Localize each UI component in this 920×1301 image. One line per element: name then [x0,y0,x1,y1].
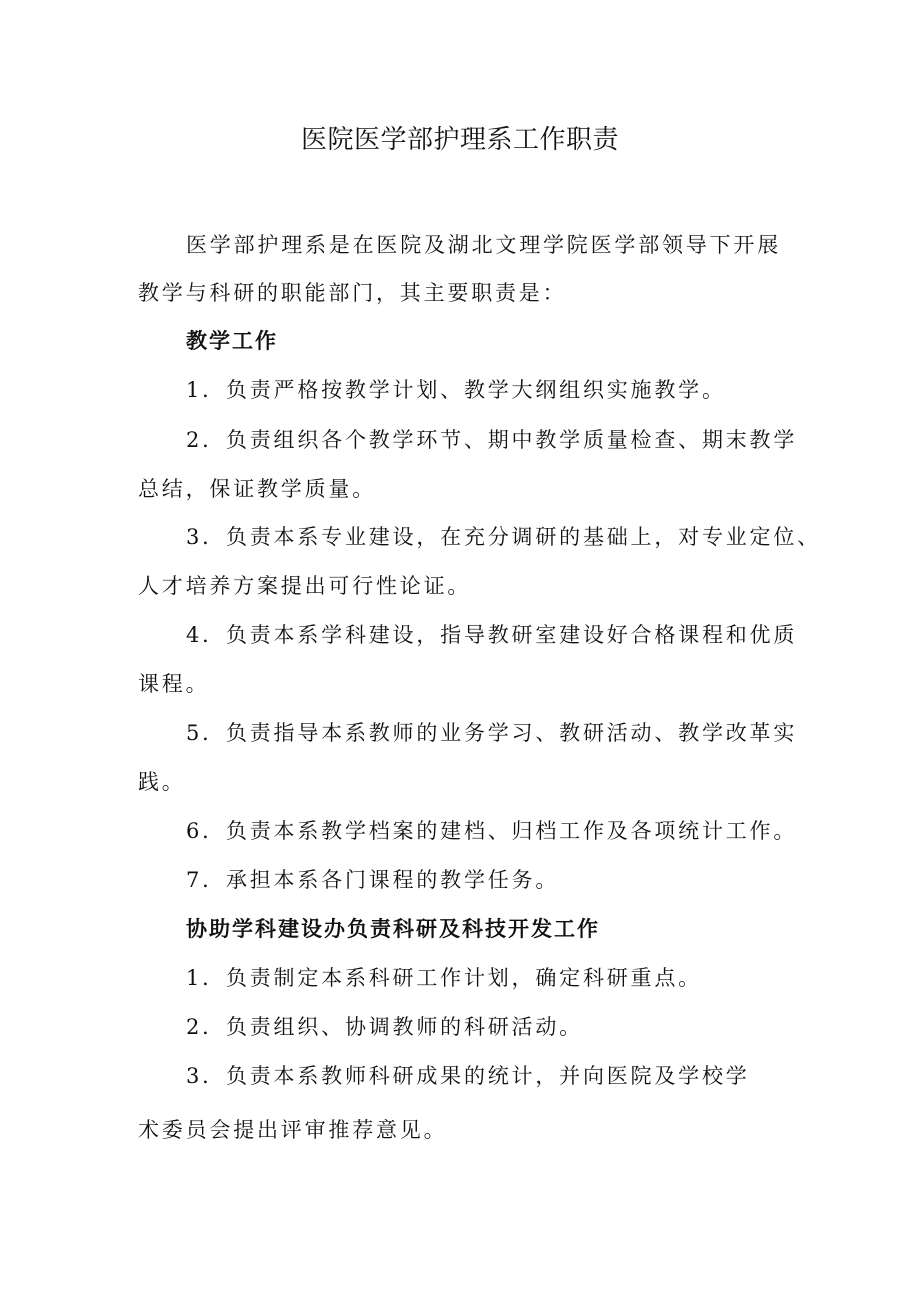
teaching-item-4-line-1: 4．负责本系学科建设，指导教研室建设好合格课程和优质 [186,623,798,647]
teaching-item-5-line-1: 5．负责指导本系教师的业务学习、教研活动、教学改革实 [186,721,798,745]
research-item-3-line-1: 3．负责本系教师科研成果的统计，并向医院及学校学 [186,1064,750,1088]
teaching-item-6: 6．负责本系教学档案的建档、归档工作及各项统计工作。 [186,819,798,843]
intro-line-1: 医学部护理系是在医院及湖北文理学院医学部领导下开展 [186,233,781,257]
teaching-heading: 教学工作 [186,329,278,353]
teaching-item-1: 1．负责严格按教学计划、教学大纲组织实施教学。 [186,378,726,402]
teaching-item-2-line-2: 总结，保证教学质量。 [138,477,376,501]
document-title: 医院医学部护理系工作职责 [300,125,619,155]
research-item-3-line-2: 术委员会提出评审推荐意见。 [138,1118,448,1142]
teaching-item-2-line-1: 2．负责组织各个教学环节、期中教学质量检查、期末教学 [186,428,798,452]
teaching-item-3-line-2: 人才培养方案提出可行性论证。 [138,574,472,598]
research-item-1: 1．负责制定本系科研工作计划，确定科研重点。 [186,966,702,990]
teaching-item-7: 7．承担本系各门课程的教学任务。 [186,868,560,892]
teaching-item-4-line-2: 课程。 [138,672,210,696]
teaching-item-3-line-1: 3．负责本系专业建设，在充分调研的基础上，对专业定位、 [186,525,821,549]
research-item-2: 2．负责组织、协调教师的科研活动。 [186,1015,583,1039]
research-heading: 协助学科建设办负责科研及科技开发工作 [186,917,600,941]
teaching-item-5-line-2: 践。 [138,770,186,794]
intro-line-2: 教学与科研的职能部门，其主要职责是： [138,281,567,305]
